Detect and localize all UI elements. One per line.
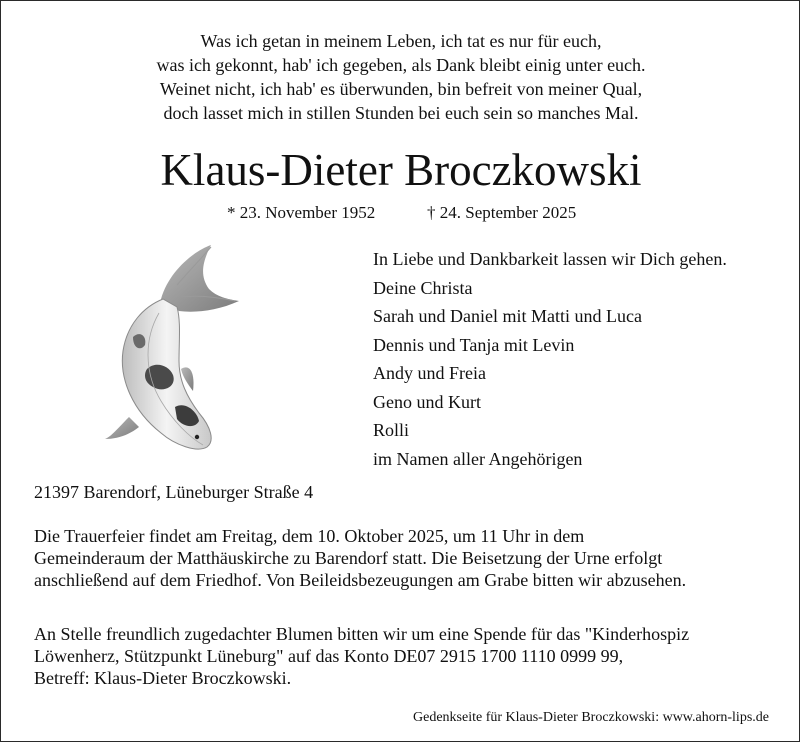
donation-text: [34, 623, 689, 689]
family-line: Dennis und Tanja mit Levin: [373, 334, 575, 355]
poem-line: doch lasset mich in stillen Stunden bei euch sein so manches Mal.: [163, 103, 639, 123]
poem-line: Weinet nicht, ich hab' es überwunden, bin befreit von meiner Qual,: [159, 79, 643, 99]
ceremony-text: [34, 525, 686, 591]
donation-line: An Stelle freundlich zugedachter Blumen bitten wir um eine Spende für das "Kinderhospiz: [34, 624, 690, 644]
memorial-page-link[interactable]: Gedenkseite für Klaus-Dieter Broczkowski: www.ahorn-lips.de: [413, 710, 769, 725]
poem-line: was ich gekonnt, hab' ich gegeben, als Dank bleibt einig unter euch.: [156, 55, 646, 75]
donation-line: Löwenherz, Stützpunkt Lüneburg" auf das Konto DE07 2915 1700 1110 0999 99,: [34, 646, 624, 666]
death-date: † 24. September 2025: [427, 203, 577, 222]
address: 21397 Barendorf, Lüneburger Straße 4: [34, 482, 314, 502]
poem-line: Was ich getan in meinem Leben, ich tat es nur für euch,: [200, 31, 602, 51]
koi-fish-icon: [99, 241, 249, 456]
family-line: Andy und Freia: [373, 363, 486, 383]
family-line: im Namen aller Angehörigen: [373, 448, 583, 469]
ceremony-line: anschließend auf dem Friedhof. Von Beileidsbezeugungen am Grabe bitten wir abzusehen.: [34, 570, 687, 590]
donation-line: Betreff: Klaus-Dieter Broczkowski.: [34, 668, 292, 688]
poem: [1, 29, 800, 125]
birth-date: * 23. November 1952: [227, 203, 376, 222]
family-block: [373, 245, 727, 473]
deceased-name: Klaus-Dieter Broczkowski: [160, 145, 642, 195]
family-line: Rolli: [373, 420, 410, 440]
family-line: Deine Christa: [373, 277, 473, 298]
ceremony-line: Gemeinderaum der Matthäuskirche zu Barendorf statt. Die Beisetzung der Urne erfolgt: [34, 548, 663, 568]
family-line: In Liebe und Dankbarkeit lassen wir Dich gehen.: [373, 249, 727, 269]
family-line: Geno und Kurt: [373, 391, 481, 412]
ceremony-line: Die Trauerfeier findet am Freitag, dem 10. Oktober 2025, um 11 Uhr in dem: [34, 526, 585, 546]
family-line: Sarah und Daniel mit Matti und Luca: [373, 306, 642, 326]
